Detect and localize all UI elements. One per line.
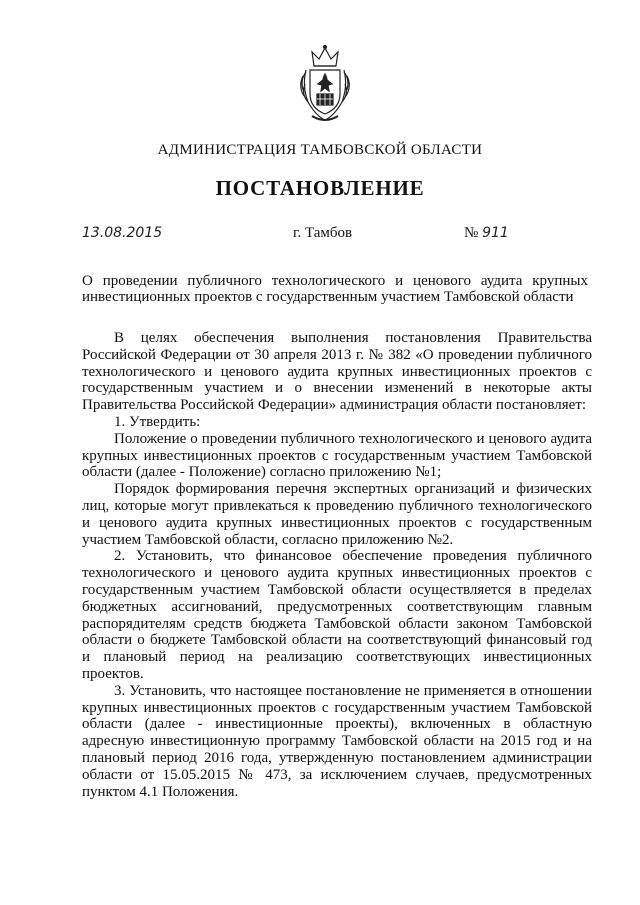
organization-name: АДМИНИСТРАЦИЯ ТАМБОВСКОЙ ОБЛАСТИ xyxy=(157,142,483,158)
clause-2-paragraph: 2. Установить, что финансовое обеспечение проведения публичного технологического и ценового аудита крупных инвестиционных проектов с государственным участием Тамбовской области осуществляется в пределах бюджетных ассигнований, предусмотренных соответствующим главным распорядителям средств бюджета Тамбовской области законом Тамбовской области о бюджете Тамбовской области на соответствующий финансовый год и плановый период на реализацию соответствующих инвестиционных проектов. xyxy=(82,548,592,682)
clause-1-heading: 1. Утвердить: xyxy=(114,413,201,430)
document-number xyxy=(464,225,509,242)
clause-1-item-2: Порядок формирования перечня экспертных организаций и физических лиц, которые могут привлекаться к проведению публичного технологического и ценового аудита крупных инвестиционных проектов с государственным участием Тамбовской области, согласно приложению №2. xyxy=(82,481,592,548)
document-body xyxy=(82,330,592,800)
document-title: О проведении публичного технологического и ценового аудита крупных инвестиционных проектов с государственным участием Тамбовской области xyxy=(82,273,588,305)
coat-of-arms-emblem xyxy=(298,44,352,126)
number-label: № xyxy=(464,225,479,241)
clause-1-item-1: Положение о проведении публичного технологического и ценового аудита крупных инвестиционных проектов с государственным участием Тамбовской области (далее - Положение) согласно приложению №1; xyxy=(82,430,592,481)
document-date: 13.08.2015 xyxy=(82,225,163,241)
clause-3-paragraph: 3. Установить, что настоящее постановление не применяется в отношении крупных инвестиционных проектов с государственным участием Тамбовской области (далее - инвестиционные проекты), включенных в областную адресную инвестиционную программу Тамбовской области на 2015 год и на плановый период 2016 года, утвержденную постановлением администрации области от 15.05.2015 № 473, за исключением случаев, предусмотренных пунктом 4.1 Положения. xyxy=(82,682,592,800)
document-city: г. Тамбов xyxy=(293,225,353,241)
document-type-heading: ПОСТАНОВЛЕНИЕ xyxy=(215,176,425,200)
preamble-paragraph: В целях обеспечения выполнения постановления Правительства Российской Федерации от 30 апреля 2013 г. № 382 «О проведении публичного технологического и ценового аудита крупных инвестиционных проектов с государственным участием и о внесении изменений в некоторые акты Правительства Российской Федерации» администрация области постановляет: xyxy=(82,330,592,414)
number-value: 911 xyxy=(482,225,509,241)
